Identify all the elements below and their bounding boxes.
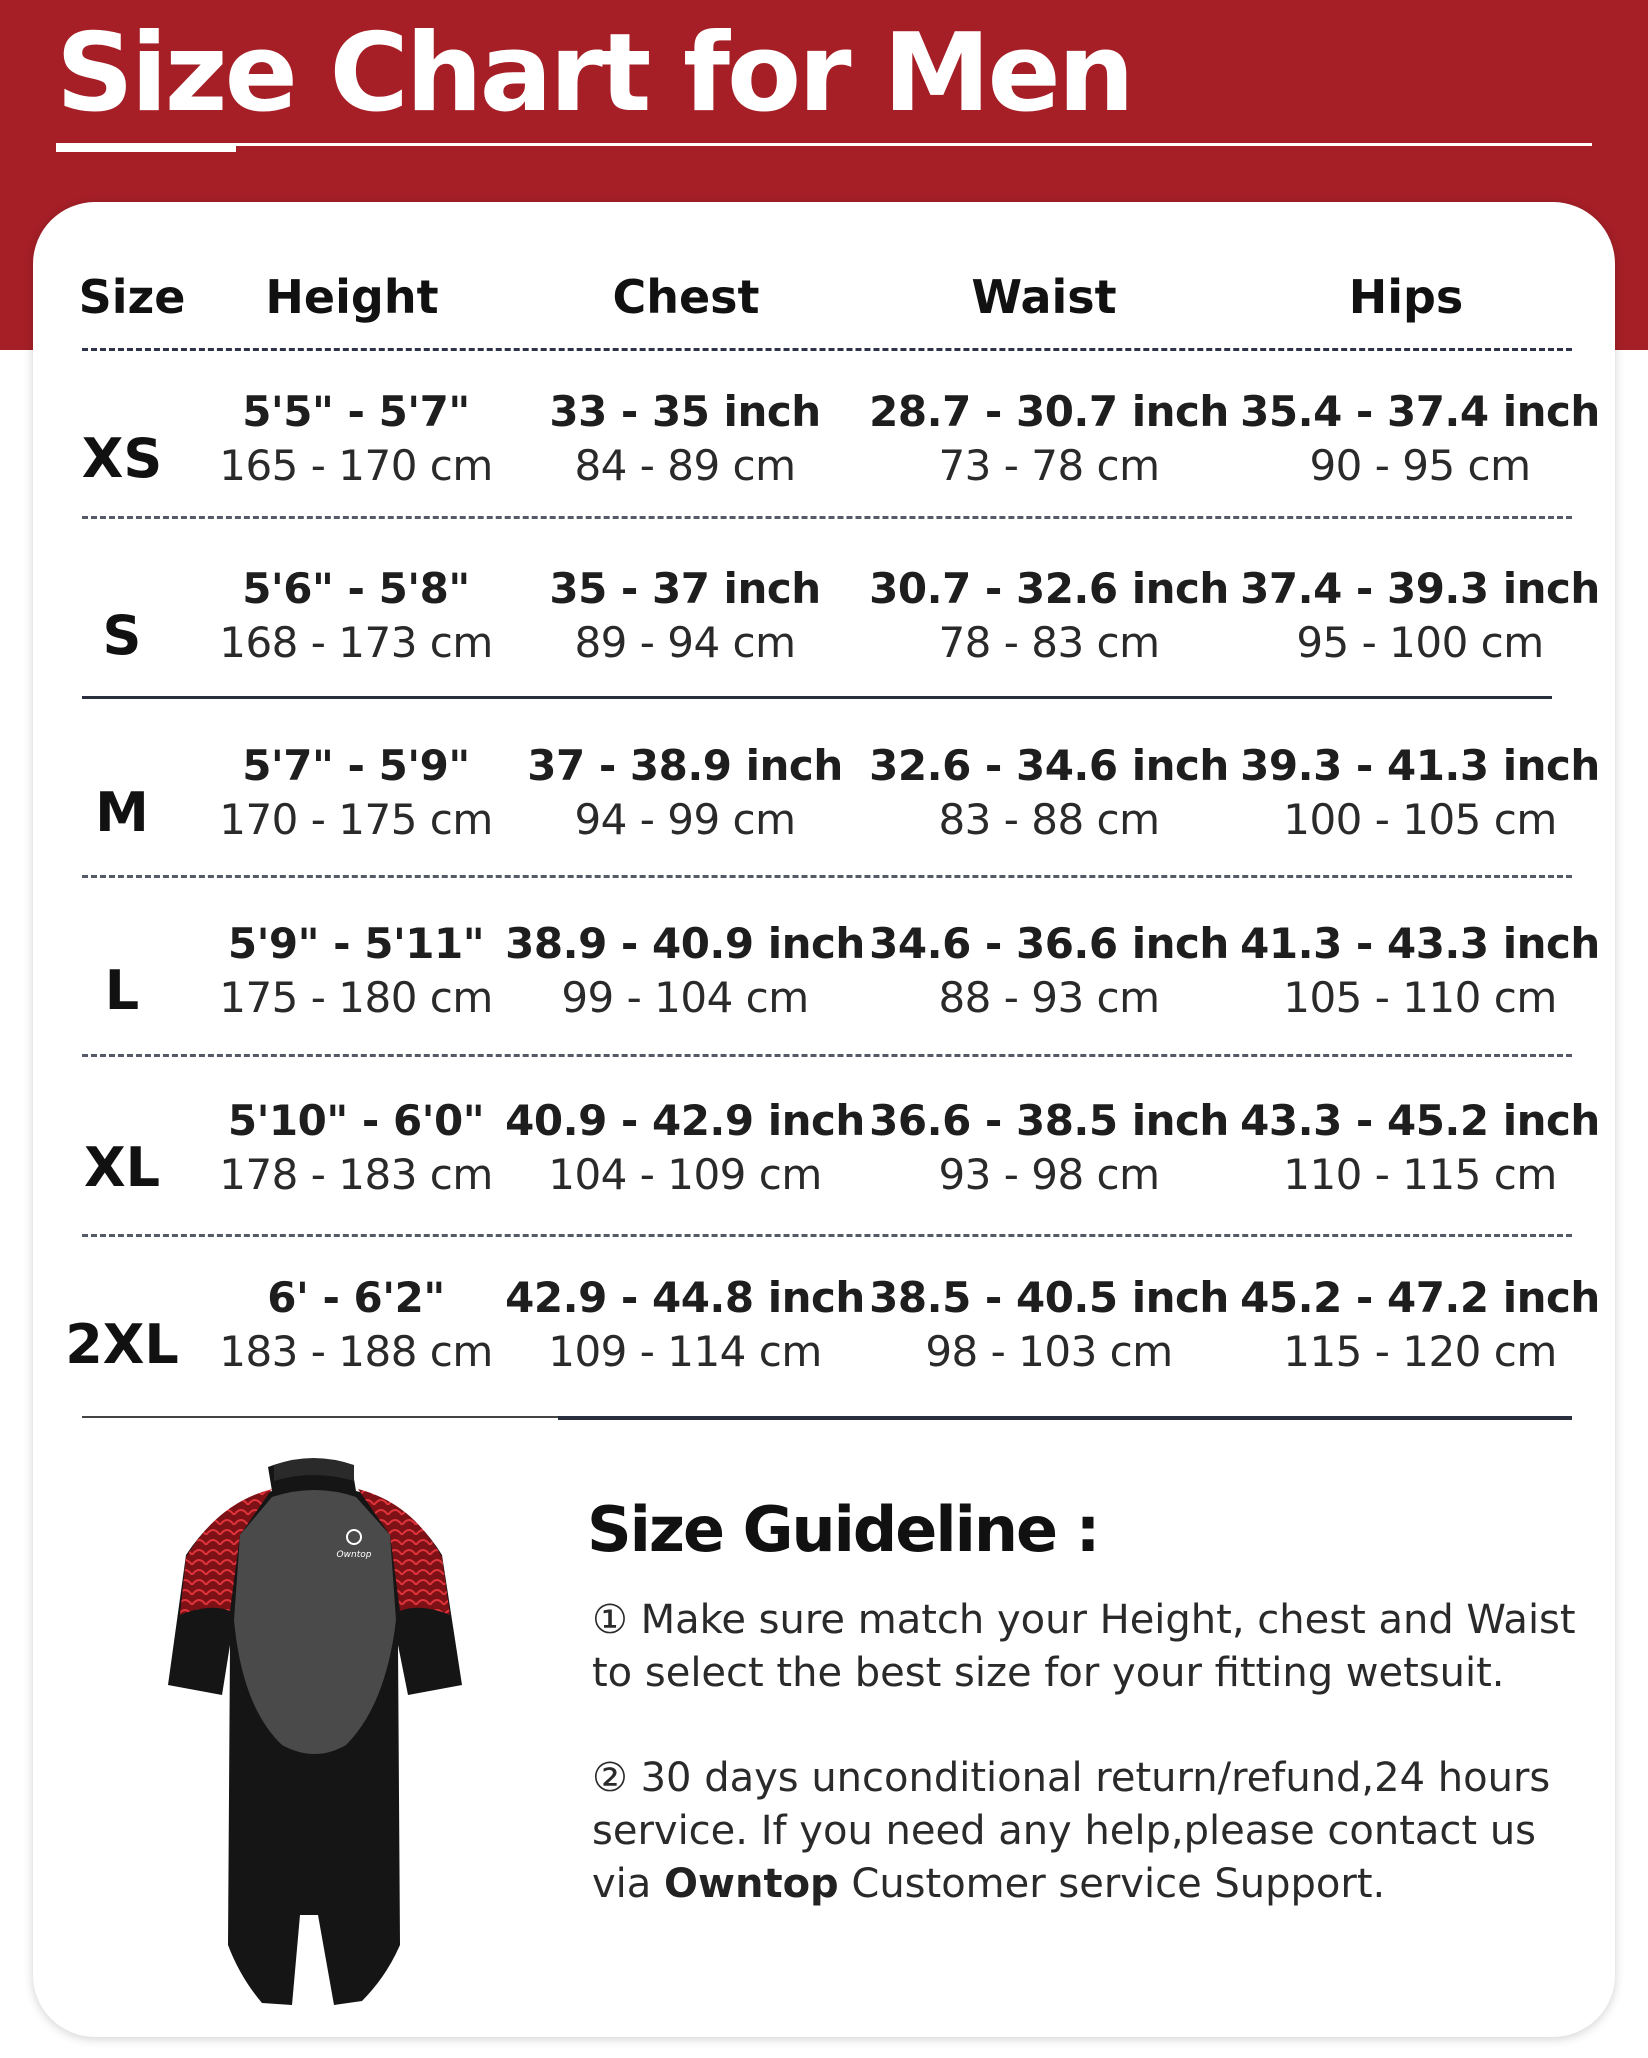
table-row [0,916,1648,1066]
table-row [0,1270,1648,1420]
waist-inches: 38.5 - 40.5 inch [869,1273,1229,1322]
guideline-title: Size Guideline : [587,1493,1099,1566]
height-cm: 175 - 180 cm [219,973,493,1022]
guideline-item-1: ① Make sure match your Height, chest and Waist to select the best size for your fitting wetsuit. [592,1597,1576,1696]
chest-cell [549,384,820,492]
waist-inches: 36.6 - 38.5 inch [869,1096,1229,1145]
height-cm: 165 - 170 cm [219,441,493,490]
brand-name: Owntop [664,1861,839,1907]
size-label: L [104,959,140,1022]
hips-cm: 90 - 95 cm [1309,441,1531,490]
height-inches: 5'7" - 5'9" [242,741,470,790]
hips-cell [1240,916,1600,1024]
chest-cm: 84 - 89 cm [574,441,796,490]
hips-cm: 115 - 120 cm [1283,1327,1557,1376]
hips-cell [1240,561,1600,669]
header-hips: Hips [1348,270,1464,324]
chest-inches: 37 - 38.9 inch [527,741,843,790]
height-cell [219,1270,493,1378]
size-label: M [95,781,149,844]
height-cm: 183 - 188 cm [219,1327,493,1376]
chest-cell [505,916,865,1024]
waist-cm: 88 - 93 cm [938,973,1160,1022]
chest-inches: 33 - 35 inch [549,387,821,436]
size-label: XS [81,427,163,490]
chest-cm: 104 - 109 cm [548,1150,822,1199]
height-cell [219,738,493,846]
waist-cell [869,561,1229,669]
wetsuit-logo-text: Owntop [336,1550,372,1560]
hips-cell [1240,1093,1600,1201]
waist-cell [869,1093,1229,1201]
chest-cell [505,1270,865,1378]
table-row [0,561,1648,711]
height-cm: 170 - 175 cm [219,795,493,844]
waist-cell [869,1270,1229,1378]
hips-inches: 37.4 - 39.3 inch [1240,564,1600,613]
height-cell [219,561,493,669]
size-label: S [102,604,142,667]
table-row [0,1093,1648,1243]
page-title: Size Chart for Men [56,11,1132,136]
waist-cm: 83 - 88 cm [938,795,1160,844]
guideline-item-2-tail: Customer service Support. [838,1861,1386,1907]
height-cm: 168 - 173 cm [219,618,493,667]
chest-inches: 38.9 - 40.9 inch [505,919,865,968]
waist-cm: 98 - 103 cm [925,1327,1173,1376]
waist-cm: 73 - 78 cm [938,441,1160,490]
title-underline [56,143,1592,146]
hips-cm: 100 - 105 cm [1283,795,1557,844]
waist-cell [869,384,1229,492]
chest-inches: 40.9 - 42.9 inch [505,1096,865,1145]
waist-cell [869,738,1229,846]
waist-cm: 93 - 98 cm [938,1150,1160,1199]
header-height: Height [265,270,439,324]
header-divider [82,348,1572,351]
hips-cell [1240,1270,1600,1378]
hips-cm: 110 - 115 cm [1283,1150,1557,1199]
hips-cm: 95 - 100 cm [1296,618,1544,667]
header-size: Size [78,270,186,324]
chest-inches: 35 - 37 inch [549,564,821,613]
waist-cell [869,916,1229,1024]
waist-inches: 34.6 - 36.6 inch [869,919,1229,968]
wetsuit-icon [150,1445,480,2015]
hips-inches: 43.3 - 45.2 inch [1240,1096,1600,1145]
height-inches: 5'9" - 5'11" [227,919,485,968]
hips-cm: 105 - 110 cm [1283,973,1557,1022]
header-waist: Waist [971,270,1117,324]
hips-inches: 39.3 - 41.3 inch [1240,741,1600,790]
height-cell [219,384,493,492]
chest-cm: 94 - 99 cm [574,795,796,844]
chest-cell [527,738,842,846]
height-cm: 178 - 183 cm [219,1150,493,1199]
height-cell [219,1093,493,1201]
chest-inches: 42.9 - 44.8 inch [505,1273,865,1322]
height-inches: 5'10" - 6'0" [227,1096,485,1145]
chest-cell [549,561,820,669]
table-row [0,738,1648,888]
size-label: XL [83,1136,161,1199]
hips-inches: 41.3 - 43.3 inch [1240,919,1600,968]
waist-inches: 30.7 - 32.6 inch [869,564,1229,613]
hips-inches: 35.4 - 37.4 inch [1240,387,1600,436]
height-inches: 6' - 6'2" [267,1273,445,1322]
height-inches: 5'5" - 5'7" [242,387,470,436]
title-underline-accent [56,143,236,152]
guideline-item-2-text: ② 30 days unconditional return/refund,24 hours service. If you need any help,please contact us via [592,1755,1551,1907]
chest-cell [505,1093,865,1201]
header-chest: Chest [612,270,760,324]
table-row [0,384,1648,534]
size-label: 2XL [65,1313,179,1376]
hips-cell [1240,738,1600,846]
height-inches: 5'6" - 5'8" [242,564,470,613]
waist-cm: 78 - 83 cm [938,618,1160,667]
chest-cm: 109 - 114 cm [548,1327,822,1376]
waist-inches: 28.7 - 30.7 inch [869,387,1229,436]
chest-cm: 99 - 104 cm [561,973,809,1022]
hips-inches: 45.2 - 47.2 inch [1240,1273,1600,1322]
height-cell [219,916,493,1024]
guideline-item-2 [592,1752,1592,1911]
hips-cell [1240,384,1600,492]
waist-inches: 32.6 - 34.6 inch [869,741,1229,790]
chest-cm: 89 - 94 cm [574,618,796,667]
